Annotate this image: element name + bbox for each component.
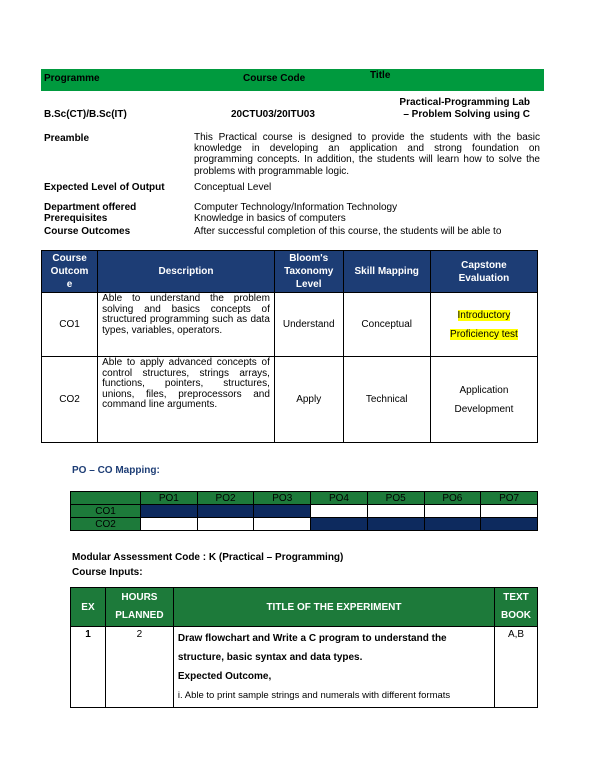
co-bloom-level: Apply	[274, 357, 343, 443]
department-label: Department offered	[44, 202, 137, 213]
po-header-cell: PO1	[141, 492, 198, 505]
experiment-title-line2: structure, basic syntax and data types.	[177, 652, 363, 663]
course-code-value: 20CTU03/20ITU03	[231, 109, 315, 120]
mapping-cell	[424, 518, 481, 531]
co-description: Able to apply advanced concepts of control structures, strings arrays, functions, pointers, structures, unions, files, preprocessors and command line arguments.	[98, 357, 275, 443]
po-row	[71, 518, 538, 531]
mapping-cell	[424, 505, 481, 518]
course-title-line2: – Problem Solving using C	[403, 109, 530, 120]
header-hours-line1: HOURS	[121, 592, 158, 603]
course-outcomes-value: After successful completion of this course, the students will be able to	[194, 226, 502, 237]
header-blooms: Bloom's Taxonomy Level	[274, 251, 343, 293]
mapping-cell	[367, 518, 424, 531]
mapping-cell	[141, 518, 198, 531]
course-code-header: Course Code	[243, 73, 306, 84]
mapping-cell	[311, 505, 368, 518]
course-outcome-table	[41, 250, 538, 443]
mapping-cell	[481, 505, 538, 518]
mapping-cell	[311, 518, 368, 531]
header-title: TITLE OF THE EXPERIMENT	[173, 588, 494, 627]
course-title-line1: Practical-Programming Lab	[399, 97, 530, 108]
experiment-title	[173, 627, 494, 708]
capstone-line1: Introductory	[457, 309, 511, 321]
mapping-cell	[141, 505, 198, 518]
capstone-line2: Development	[454, 403, 514, 415]
co-skill: Technical	[343, 357, 430, 443]
table-row	[42, 357, 538, 443]
po-header-cell: PO7	[481, 492, 538, 505]
capstone-line2: Proficiency test	[450, 328, 518, 340]
po-row-label: CO2	[71, 518, 141, 531]
table-row	[71, 627, 538, 708]
expected-output-label: Expected Level of Output	[44, 182, 165, 193]
header-description: Description	[98, 251, 275, 293]
programme-value: B.Sc(CT)/B.Sc(IT)	[44, 109, 127, 120]
programme-header: Programme	[44, 73, 100, 84]
header-book-line2: BOOK	[501, 610, 531, 621]
header-skill-mapping: Skill Mapping	[343, 251, 430, 293]
experiment-outcome-label: Expected Outcome,	[177, 671, 272, 682]
mapping-cell	[197, 518, 254, 531]
co-id: CO1	[42, 293, 98, 357]
po-header-cell: PO5	[367, 492, 424, 505]
po-co-mapping-table	[70, 491, 538, 531]
course-outcome-header-row	[42, 251, 538, 293]
experiments-table	[70, 587, 538, 708]
preamble-text: This Practical course is designed to provide the students with the basic knowledge in developing an application and strong foundation on programming concepts. In addition, the students will learn how to solve the problems with programmable logic.	[194, 132, 540, 177]
po-header-cell: PO3	[254, 492, 311, 505]
prerequisites-label: Prerequisites	[44, 213, 108, 224]
co-capstone	[430, 357, 537, 443]
po-header-row	[71, 492, 538, 505]
po-header-corner	[71, 492, 141, 505]
experiments-header-row	[71, 588, 538, 627]
department-value: Computer Technology/Information Technology	[194, 202, 398, 213]
co-skill: Conceptual	[343, 293, 430, 357]
experiment-text-book: A,B	[495, 627, 538, 708]
experiment-number: 1	[71, 627, 106, 708]
mapping-cell	[197, 505, 254, 518]
experiment-hours: 2	[105, 627, 173, 708]
po-header-cell: PO6	[424, 492, 481, 505]
header-text-book	[495, 588, 538, 627]
course-inputs-label: Course Inputs:	[72, 567, 143, 578]
mapping-cell	[254, 505, 311, 518]
assessment-code: Modular Assessment Code : K (Practical – Programming)	[72, 552, 344, 563]
po-co-mapping-title: PO – CO Mapping:	[72, 465, 160, 476]
mapping-cell	[367, 505, 424, 518]
course-header-bar	[41, 69, 544, 91]
mapping-cell	[481, 518, 538, 531]
title-header: Title	[370, 70, 391, 81]
header-book-line1: TEXT	[503, 592, 529, 603]
expected-output-value: Conceptual Level	[194, 182, 272, 193]
co-bloom-level: Understand	[274, 293, 343, 357]
co-description: Able to understand the problem solving and basics concepts of structured programming such as data types, variables, operators.	[98, 293, 275, 357]
header-course-outcome: Course Outcom e	[42, 251, 98, 293]
mapping-cell	[254, 518, 311, 531]
po-row-label: CO1	[71, 505, 141, 518]
po-header-cell: PO4	[311, 492, 368, 505]
po-row	[71, 505, 538, 518]
preamble-label: Preamble	[44, 133, 90, 144]
po-header-cell: PO2	[197, 492, 254, 505]
header-hours-planned	[105, 588, 173, 627]
table-row	[42, 293, 538, 357]
experiment-title-line1: Draw flowchart and Write a C program to understand the	[177, 633, 447, 644]
course-title	[370, 97, 530, 121]
prerequisites-value: Knowledge in basics of computers	[194, 213, 346, 224]
co-capstone	[430, 293, 537, 357]
experiment-outcome-item: i. Able to print sample strings and numerals with different formats	[177, 690, 451, 701]
co-id: CO2	[42, 357, 98, 443]
header-capstone: Capstone Evaluation	[430, 251, 537, 293]
course-outcomes-label: Course Outcomes	[44, 226, 131, 237]
header-ex: EX	[71, 588, 106, 627]
header-hours-line2: PLANNED	[115, 610, 164, 621]
capstone-line1: Application	[459, 384, 509, 396]
